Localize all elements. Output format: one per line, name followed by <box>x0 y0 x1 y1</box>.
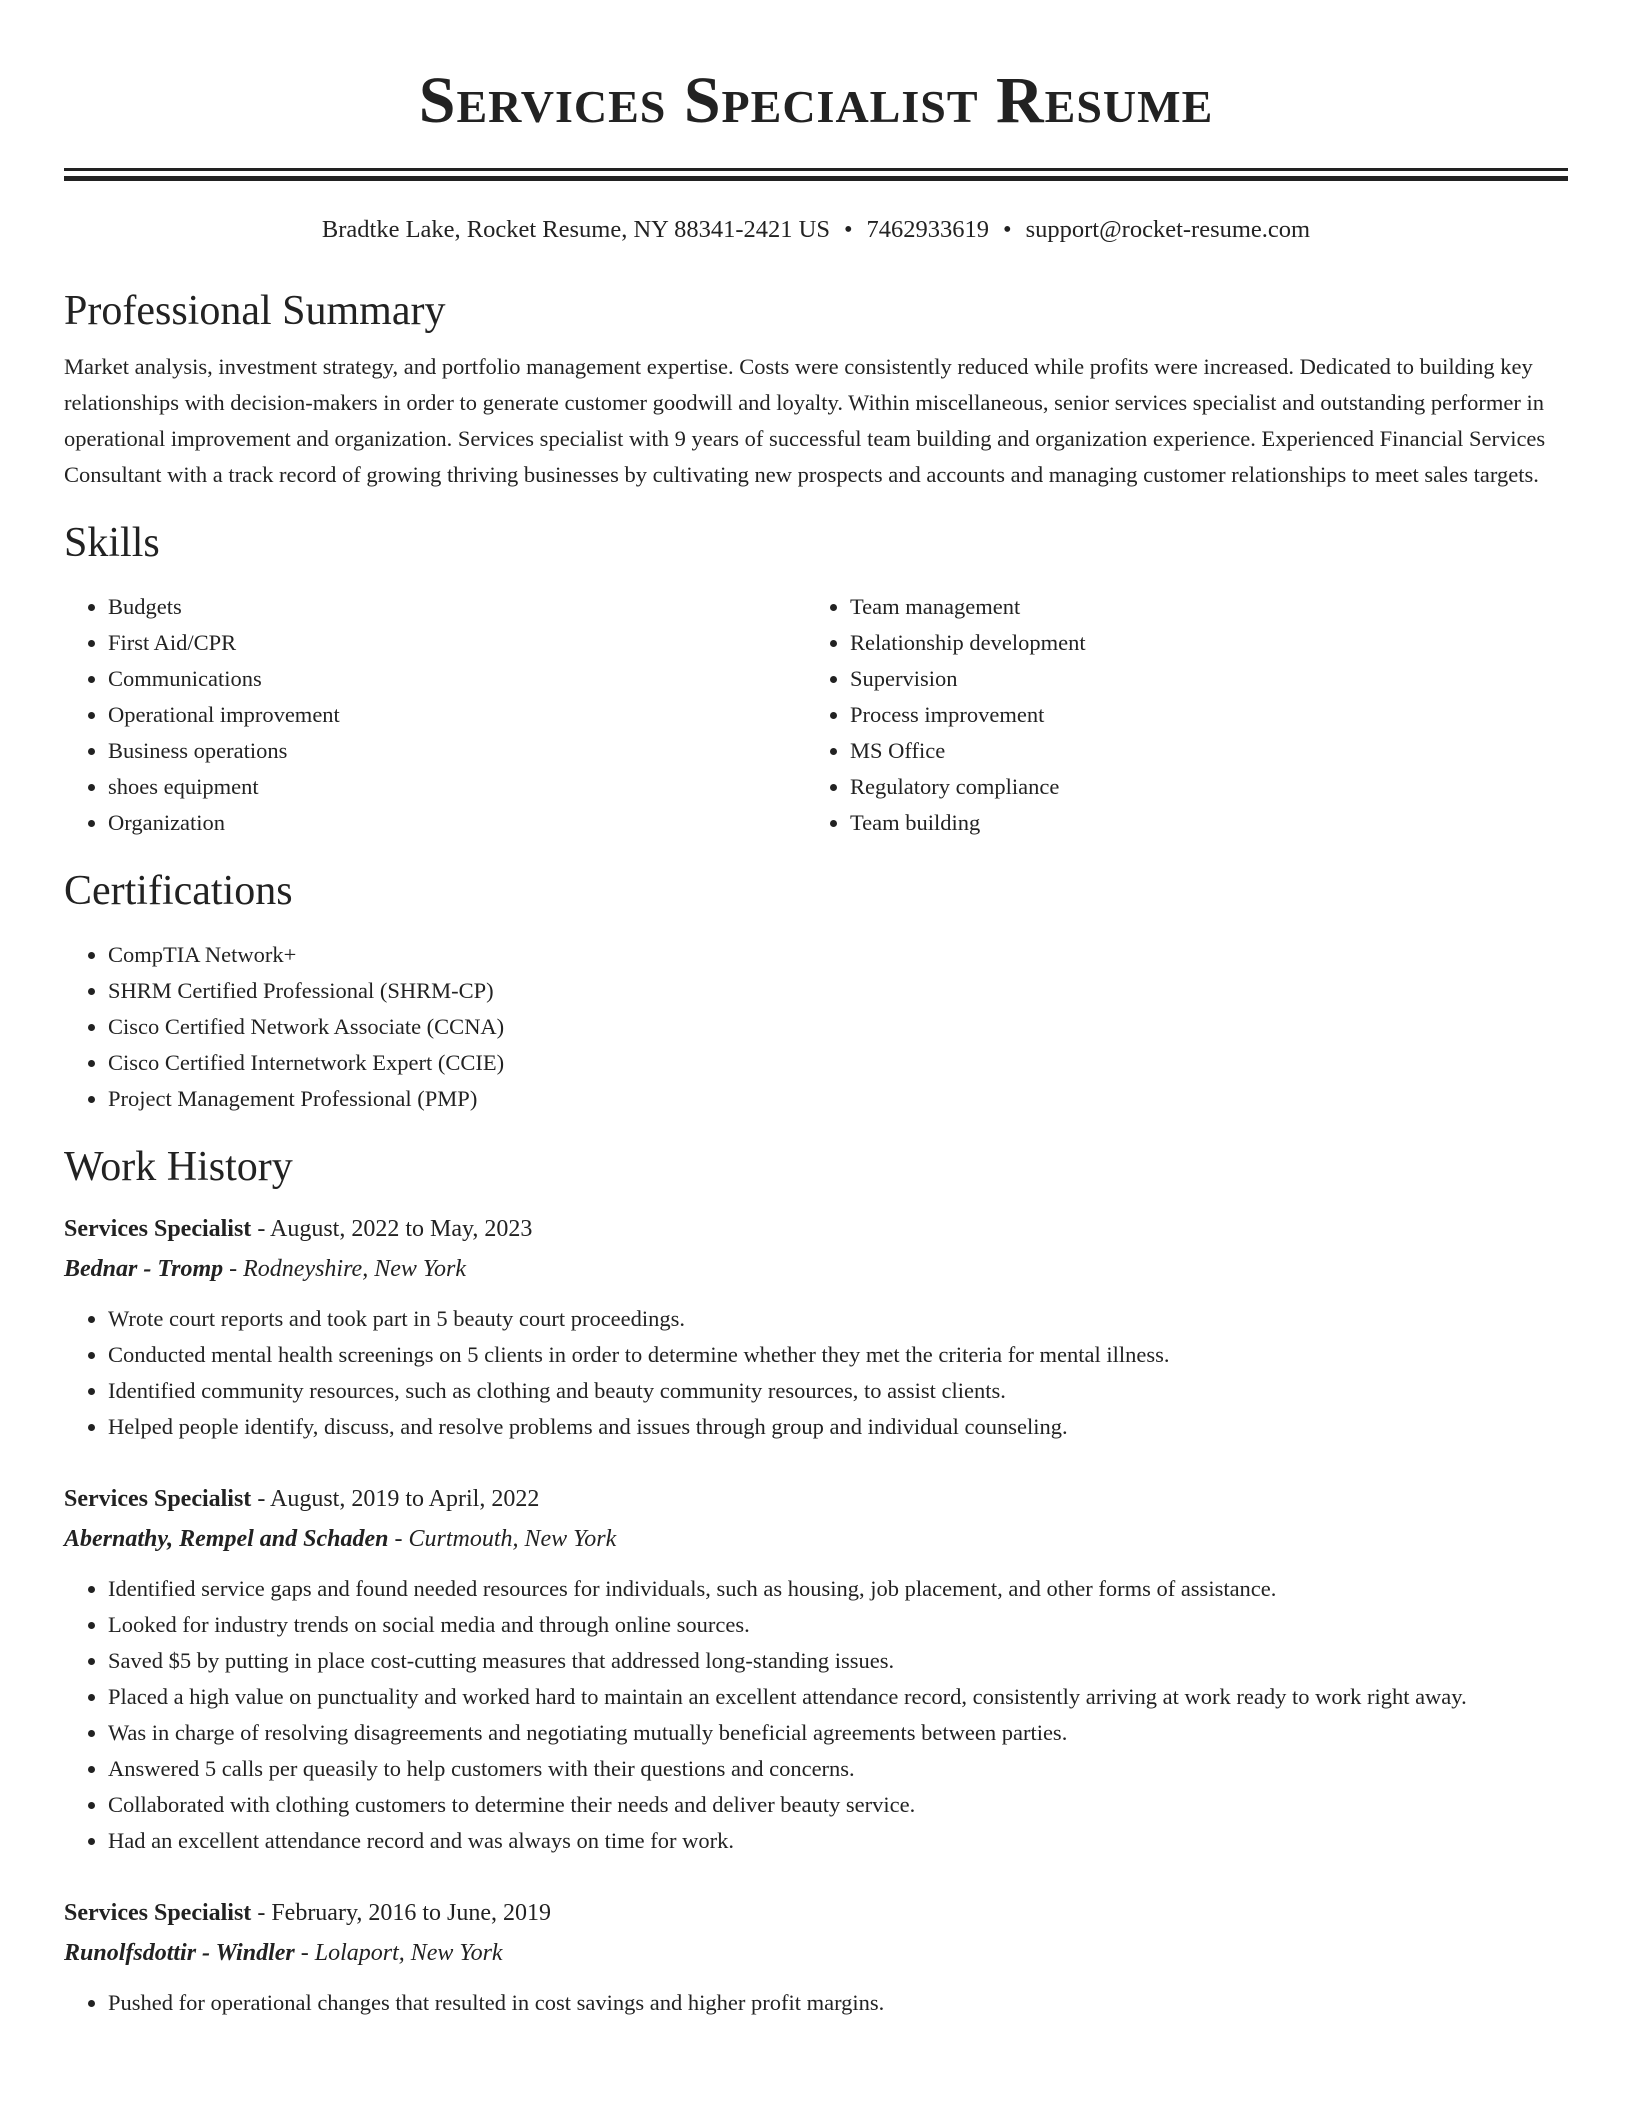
job-bullet: • Conducted mental health screenings on 5 clients in order to determine whether they met the criteria for mental illness. <box>108 1337 1568 1373</box>
title-divider-bottom <box>64 176 1568 181</box>
contact-email: support@rocket-resume.com <box>1025 216 1311 243</box>
certification-item: • Project Management Professional (PMP) <box>108 1081 1568 1117</box>
job-bullet: • Was in charge of resolving disagreements and negotiating mutually beneficial agreements between parties. <box>108 1715 1568 1751</box>
job-company-line: Bednar - Tromp - Rodneyshire, New York <box>64 1256 467 1282</box>
certification-item: • Cisco Certified Internetwork Expert (CCIE) <box>108 1045 1568 1081</box>
job-location: Curtmouth, New York <box>408 1526 617 1552</box>
job-bullet: • Answered 5 calls per queasily to help customers with their questions and concerns. <box>108 1751 1568 1787</box>
work-history-heading: Work History <box>64 1144 293 1190</box>
job-dates: August, 2019 to April, 2022 <box>269 1486 540 1512</box>
skill-item: • Budgets <box>108 589 806 625</box>
summary-text: Market analysis, investment strategy, and portfolio management expertise. Costs were consistently reduced while profits were increased. Dedicated to building key relationships with decision-makers in order to generate customer goodwill and loyalty. Within miscellaneous, senior services specialist and outstanding performer in operational improvement and organization. Services specialist with 9 years of successful team building and organization experience. Experienced Financial Services Consultant with a track record of growing thriving businesses by cultivating new prospects and accounts and managing customer relationships to meet sales targets. <box>64 354 1546 487</box>
skill-item: • Team management <box>850 589 1548 625</box>
job-bullet: • Saved $5 by putting in place cost-cutting measures that addressed long-standing issues. <box>108 1643 1568 1679</box>
job-dates: February, 2016 to June, 2019 <box>271 1900 552 1926</box>
skills-list-right <box>806 589 1548 841</box>
job-bullet: • Pushed for operational changes that resulted in cost savings and higher profit margins. <box>108 1985 1568 2021</box>
job-bullets <box>64 1571 1568 1859</box>
contact-separator: • <box>843 216 853 243</box>
job-title-line: Services Specialist - August, 2019 to April, 2022 <box>64 1486 540 1512</box>
job-role: Services Specialist <box>64 1486 252 1512</box>
job-company: Runolfsdottir - Windler <box>64 1940 295 1966</box>
skill-item: • Relationship development <box>850 625 1548 661</box>
work-history-list <box>64 1209 1568 2021</box>
job-bullet: • Looked for industry trends on social media and through online sources. <box>108 1607 1568 1643</box>
job-company-line: Abernathy, Rempel and Schaden - Curtmouth, New York <box>64 1526 617 1552</box>
contact-phone: 7462933619 <box>866 216 990 243</box>
skill-item: • Process improvement <box>850 697 1548 733</box>
skill-item: • MS Office <box>850 733 1548 769</box>
skill-item: • Business operations <box>108 733 806 769</box>
contact-address: Bradtke Lake, Rocket Resume, NY 88341-2421 US <box>321 216 830 243</box>
job-entry <box>64 1209 1568 1445</box>
resume-title: Services Specialist Resume <box>418 64 1214 137</box>
job-bullet: • Identified service gaps and found needed resources for individuals, such as housing, job placement, and other forms of assistance. <box>108 1571 1568 1607</box>
certification-item: • Cisco Certified Network Associate (CCNA) <box>108 1009 1568 1045</box>
job-title-line: Services Specialist - August, 2022 to May, 2023 <box>64 1216 533 1242</box>
certification-item: • SHRM Certified Professional (SHRM-CP) <box>108 973 1568 1009</box>
contact-separator: • <box>1003 216 1012 243</box>
skill-item: • First Aid/CPR <box>108 625 806 661</box>
job-bullet: • Placed a high value on punctuality and worked hard to maintain an excellent attendance record, consistently arriving at work ready to work right away. <box>108 1679 1568 1715</box>
job-bullet: • Identified community resources, such as clothing and beauty community resources, to assist clients. <box>108 1373 1568 1409</box>
skill-item: • Team building <box>850 805 1548 841</box>
job-location: Lolaport, New York <box>314 1940 503 1966</box>
skill-item: • shoes equipment <box>108 769 806 805</box>
title-divider-top <box>64 168 1568 171</box>
contact-line <box>64 215 1568 245</box>
job-company-line: Runolfsdottir - Windler - Lolaport, New York <box>64 1940 503 1966</box>
skills-grid <box>64 589 1568 841</box>
job-title-line: Services Specialist - February, 2016 to June, 2019 <box>64 1900 552 1926</box>
skills-heading: Skills <box>64 520 160 566</box>
job-bullets <box>64 1985 1568 2021</box>
job-location: Rodneyshire, New York <box>243 1256 467 1282</box>
job-company: Abernathy, Rempel and Schaden <box>64 1526 389 1552</box>
skill-item: • Supervision <box>850 661 1548 697</box>
job-bullets <box>64 1301 1568 1445</box>
skill-item: • Communications <box>108 661 806 697</box>
skill-item: • Regulatory compliance <box>850 769 1548 805</box>
job-company: Bednar - Tromp <box>64 1256 224 1282</box>
job-role: Services Specialist <box>64 1216 252 1242</box>
job-entry <box>64 1479 1568 1859</box>
certification-item: • CompTIA Network+ <box>108 937 1568 973</box>
job-bullet: • Collaborated with clothing customers to determine their needs and deliver beauty service. <box>108 1787 1568 1823</box>
certifications-list <box>64 937 1568 1117</box>
certifications-heading: Certifications <box>64 868 293 914</box>
skills-list-left <box>64 589 806 841</box>
job-role: Services Specialist <box>64 1900 252 1926</box>
job-entry <box>64 1893 1568 2021</box>
resume-page <box>64 0 1568 2021</box>
job-bullet: • Helped people identify, discuss, and resolve problems and issues through group and individual counseling. <box>108 1409 1568 1445</box>
job-bullet: • Wrote court reports and took part in 5 beauty court proceedings. <box>108 1301 1568 1337</box>
summary-heading: Professional Summary <box>64 288 446 334</box>
skill-item: • Operational improvement <box>108 697 806 733</box>
skill-item: • Organization <box>108 805 806 841</box>
job-dates: August, 2022 to May, 2023 <box>269 1216 533 1242</box>
job-bullet: • Had an excellent attendance record and was always on time for work. <box>108 1823 1568 1859</box>
